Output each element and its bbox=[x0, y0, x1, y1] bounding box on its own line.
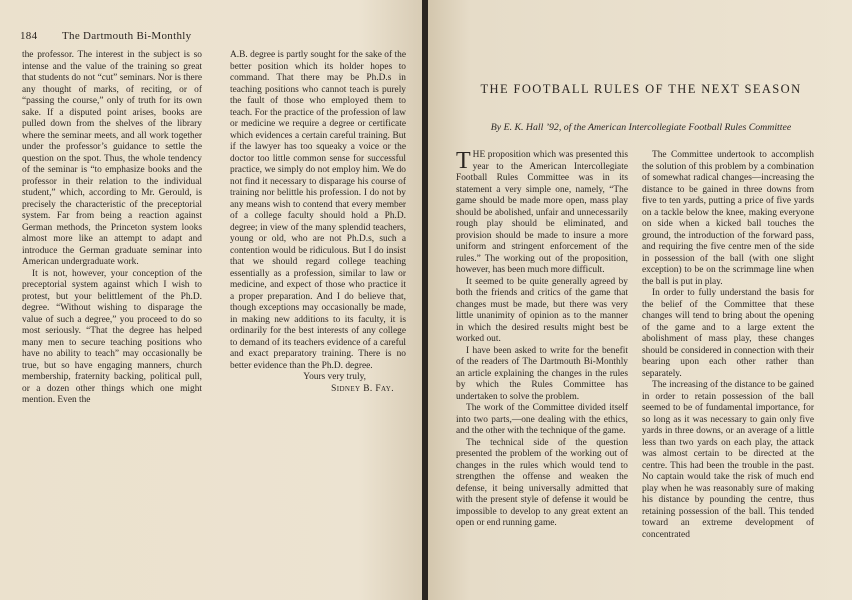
paragraph: The increasing of the distance to be gained in order to retain possession of the ball seemed to be of fundamental importance, for so long as it was necessary to gain only five yards in three downs, or an average of a little less than two yards on each play, the attack was almost certain to be directed at the centre. This had been the trouble in the past. No captain would take the risk of much end play when he was reasonably sure of making his distance by pounding the centre, thus retaining possession of the ball. This tended toward an extreme development of concentrated bbox=[642, 380, 814, 540]
left-page bbox=[0, 0, 422, 600]
paragraph: In order to fully understand the basis for the belief of the Committee that these changes will tend to bring about the opening of the game and to a large extent the abolishment of mass play, these changes should be considered in connection with their bearing upon each other rather than separately. bbox=[642, 288, 814, 379]
paragraph: It seemed to be quite generally agreed by both the friends and critics of the game that changes must be made, but there was very little unanimity of opinion as to the manner in which the desired results might best be worked out. bbox=[456, 276, 628, 344]
paragraph: The Committee undertook to accomplish the solution of this problem by a combination of somewhat radical changes—increasing the distance to be gained in three downs from five to ten yards, putting a price of five yards on a tackle below the knee, making everyone on side when a kicked ball touches the ground, the introduction of the forward pass, and requiring the five centre men of the side in possession of the ball (with one slight exception) to be on the scrimmage line when the ball is put in play. bbox=[642, 150, 814, 287]
paragraph-text: HE proposition which was presented this year to the American Intercollegiate Football Rules Committee was in its statement a very simple one, namely, “The game should be made more open, mass play should be abolished, unfair and unnecessarily rough play should be eliminated, and provision should be made to insure a more uniform and stringent enforcement of the rules.” The working out of the proposition, however, has been much more difficult. bbox=[456, 150, 628, 275]
paragraph: The work of the Committee divided itself into two parts,—one dealing with the ethics, and the other with the technique of the game. bbox=[456, 403, 628, 436]
journal-title: The Dartmouth Bi-Monthly bbox=[62, 30, 192, 42]
right-column-2 bbox=[642, 150, 814, 541]
paragraph bbox=[456, 150, 628, 277]
paragraph: The technical side of the question presented the problem of the working out of changes in the rules which would tend to strengthen the offense and weaken the defense, it being universally admitted that with the present style of defense it would be impossible to develop to any great extent an open or end running game. bbox=[456, 437, 628, 528]
left-column-1 bbox=[22, 50, 202, 407]
paragraph: A.B. degree is partly sought for the sake of the better position which its holder hopes to command. That there may be Ph.D.s in teaching positions who cannot teach is purely the fault of those who employed them to teach. For the practice of the profession of law or medicine we require a degree or certificate which evidences a certain careful training. But if the lawyer has too squeaky a voice or the doctor too little common sense for successful practice, we simply do not employ him. We do not find it necessary to disparage his course of training nor belittle his profession. I do not by any means wish to contend that every member of a college faculty should hold a Ph.D. degree; in view of the many splendid teachers, young or old, who are not Ph.D.s, such a contention would be ridiculous. But I do insist that we should regard college teaching essentially as a profession, similar to law or medicine, and expect of those who practice it a proper preparation. And I do believe that, though exceptions may occasionally be made, in making new additions to its faculty, it is ordinarily for the best interests of any college to demand of its teachers evidence of a careful and exact preparatory training. There is no better evidence than the Ph.D. degree. bbox=[230, 50, 406, 371]
right-column-1 bbox=[456, 150, 628, 530]
article-title: THE FOOTBALL RULES OF THE NEXT SEASON bbox=[480, 82, 802, 96]
page-number: 184 bbox=[20, 30, 38, 42]
left-column-2 bbox=[230, 50, 406, 395]
article-byline: By E. K. Hall ’92, of the American Intercollegiate Football Rules Committee bbox=[490, 122, 792, 133]
letter-signature: Sidney B. Fay. bbox=[331, 383, 394, 394]
letter-closing: Yours very truly, bbox=[303, 372, 366, 382]
paragraph: the professor. The interest in the subject is so intense and the value of the training so great that students do not “cut” seminars. Nor is there any thought of marks, of reciting, or of “passing the course,” only of truth for its own sake. If a disputed point arises, books are pulled down from the shelves of the library where the seminar meets, and all work together under the professor’s guidance to settle the question on the spot. Thus, the whole tendency of the seminar is “to emphasize books and the professor in their relation to the individual student,” which, according to Mr. Gerould, is precisely the characteristic of the preceptorial system. Far from being a reaction against German methods, the Princeton system looks almost more like an attempt to adapt and introduce the German graduate seminar into American undergraduate work. bbox=[22, 50, 202, 267]
paragraph: It is not, however, your conception of the preceptorial system against which I wish to protest, but your belittlement of the Ph.D. degree. “Without wishing to disparage the value of such a degree,” you proceed to do so most seriously. “That the degree has helped many men to secure teaching positions who have no ability to teach” may occasionally be true, but so have engaging manners, church membership, fraternity backing, political pull, or a dozen other things which one might mention. Even the bbox=[22, 268, 202, 405]
drop-cap: T bbox=[456, 148, 471, 174]
right-page bbox=[428, 0, 852, 600]
paragraph: I have been asked to write for the benefit of the readers of The Dartmouth Bi-Monthly an article explaining the changes in the rules by which the Rules Committee has undertaken to solve the problem. bbox=[456, 345, 628, 402]
